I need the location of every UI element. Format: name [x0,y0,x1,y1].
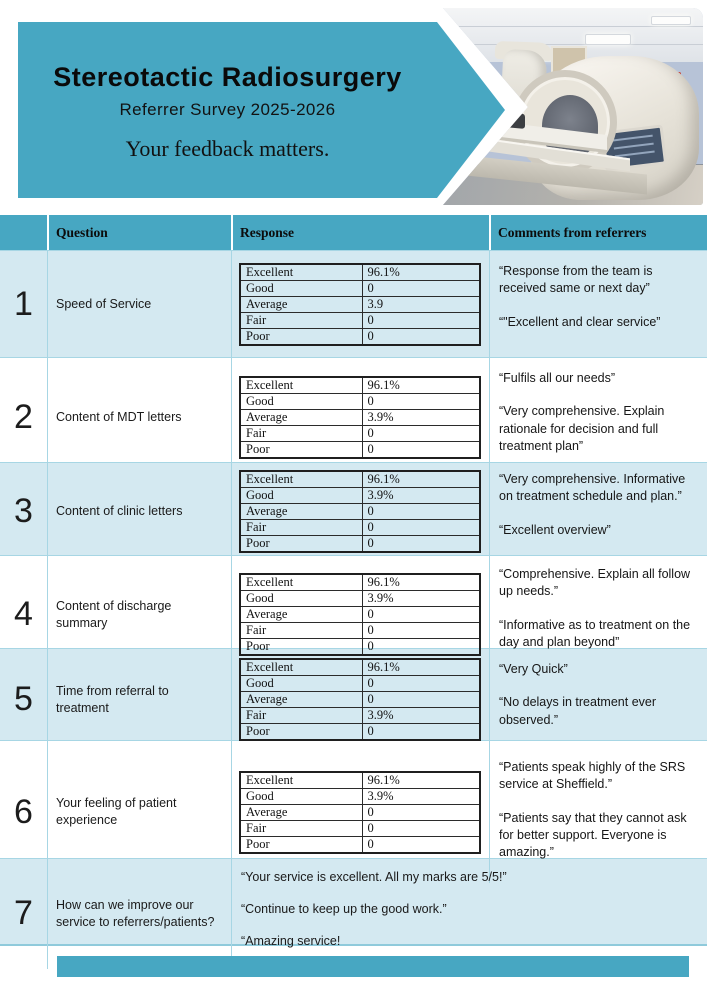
rating-label: Average [240,607,362,623]
comment-text: “Your service is excellent. All my marks are 5/5!” [241,870,507,884]
rating-label: Good [240,788,362,804]
rating-value: 96.1% [362,377,480,394]
rating-label: Fair [240,312,362,328]
rating-value: 3.9% [362,788,480,804]
header-question: Question [47,215,231,250]
rating-label: Average [240,410,362,426]
rating-label: Good [240,488,362,504]
header-response: Response [231,215,489,250]
rating-label: Poor [240,836,362,853]
rating-label: Good [240,591,362,607]
comment-text: “Informative as to treatment on the day and plan beyond” [499,617,691,649]
question-text: Speed of Service [47,251,231,357]
rating-value: 96.1% [362,659,480,676]
rating-row [240,280,480,296]
ceiling-light [651,16,691,25]
rating-value: 3.9% [362,591,480,607]
rating-value: 3.9% [362,488,480,504]
rating-label: Poor [240,536,362,553]
banner [18,22,437,198]
rating-label: Excellent [240,659,362,676]
rating-value: 0 [362,676,480,692]
question-number: 3 [14,492,33,531]
rating-row [240,442,480,459]
rating-row [240,676,480,692]
response-cell [231,463,489,561]
comments-cell [489,358,707,477]
comment-text: “Very comprehensive. Explain rationale for decision and full treatment plan” [499,404,665,453]
rating-row [240,692,480,708]
rating-value: 0 [362,639,480,656]
rating-value: 0 [362,394,480,410]
comments-cell [489,463,707,561]
comment-text: “Patients speak highly of the SRS service at Sheffield.” [499,760,686,792]
ratings-table [239,658,481,741]
survey-table [0,215,707,946]
rating-row [240,488,480,504]
response-cell [231,358,489,477]
rating-label: Good [240,394,362,410]
rating-value: 0 [362,504,480,520]
rating-label: Good [240,280,362,296]
rating-row [240,377,480,394]
ceiling-light [585,34,631,45]
rating-value: 96.1% [362,574,480,591]
rating-row [240,426,480,442]
rating-label: Excellent [240,574,362,591]
page-header [0,0,707,215]
page-tagline: Your feedback matters. [125,136,330,161]
rating-label: Poor [240,639,362,656]
rating-row [240,296,480,312]
rating-label: Poor [240,328,362,345]
rating-row [240,410,480,426]
question-number: 4 [14,595,33,633]
comment-text: “Comprehensive. Explain all follow up needs.” [499,567,691,599]
rating-row [240,788,480,804]
rating-row [240,591,480,607]
table-row [0,740,707,858]
table-row [0,555,707,653]
rating-value: 3.9% [362,410,480,426]
comment-text: “Excellent overview” [499,522,611,537]
rating-label: Average [240,296,362,312]
rating-row [240,820,480,836]
page-title: Stereotactic Radiosurgery [53,62,402,92]
question-number: 1 [14,284,33,323]
rating-label: Average [240,692,362,708]
table-row [0,648,707,740]
rating-label: Fair [240,623,362,639]
comments-cell [489,649,707,751]
rating-row [240,772,480,789]
rating-row [240,471,480,488]
question-text: Content of clinic letters [47,463,231,561]
rating-value: 0 [362,312,480,328]
rating-value: 0 [362,804,480,820]
comment-text: “Patients say that they cannot ask for better support. Everyone is amazing.” [499,810,687,859]
rating-value: 0 [362,280,480,296]
question-text: Your feeling of patient experience [47,741,231,883]
comment-text: “Continue to keep up the good work.” [241,901,447,916]
rating-label: Fair [240,820,362,836]
question-text: Content of MDT letters [47,358,231,477]
table-row [0,250,707,357]
question-number: 6 [14,792,33,831]
comments-cell [231,859,707,969]
ratings-table [239,470,481,553]
rating-label: Excellent [240,772,362,789]
rating-value: 0 [362,724,480,741]
header-number-col [0,215,47,250]
question-number: 7 [14,894,33,933]
rating-label: Poor [240,442,362,459]
rating-label: Average [240,804,362,820]
table-header-row [0,215,707,250]
table-row [0,462,707,555]
question-text: Time from referral to treatment [47,649,231,751]
rating-row [240,264,480,281]
rating-value: 0 [362,328,480,345]
rating-value: 0 [362,623,480,639]
rating-value: 0 [362,536,480,553]
ratings-table [239,263,481,346]
table-row [0,357,707,462]
rating-row [240,312,480,328]
rating-label: Excellent [240,264,362,281]
rating-row [240,607,480,623]
header-comments: Comments from referrers [489,215,707,250]
rating-label: Average [240,504,362,520]
comment-text: “"Excellent and clear service” [499,314,661,329]
rating-row [240,520,480,536]
response-cell [231,251,489,357]
ratings-table [239,573,481,656]
rating-row [240,724,480,741]
rating-label: Excellent [240,377,362,394]
rating-value: 0 [362,520,480,536]
question-text: Content of discharge summary [47,556,231,673]
rating-label: Good [240,676,362,692]
question-number: 5 [14,680,33,719]
rating-value: 0 [362,836,480,853]
rating-value: 3.9 [362,296,480,312]
rating-value: 96.1% [362,772,480,789]
rating-row [240,623,480,639]
rating-label: Fair [240,426,362,442]
rating-value: 0 [362,820,480,836]
rating-label: Excellent [240,471,362,488]
rating-row [240,504,480,520]
rating-row [240,804,480,820]
ratings-table [239,771,481,854]
rating-value: 96.1% [362,264,480,281]
comment-text: “Fulfils all our needs” [499,371,616,385]
rating-row [240,836,480,853]
rating-row [240,328,480,345]
comments-cell [489,251,707,357]
rating-label: Fair [240,708,362,724]
rating-label: Poor [240,724,362,741]
response-cell [231,649,489,751]
ratings-table [239,376,481,459]
rating-value: 0 [362,442,480,459]
rating-value: 0 [362,607,480,623]
rating-row [240,536,480,553]
page-subtitle: Referrer Survey 2025-2026 [119,100,336,119]
rating-row [240,659,480,676]
rating-value: 0 [362,692,480,708]
table-row [0,858,707,948]
comment-text: “No delays in treatment ever observed.” [499,695,657,727]
rating-value: 3.9% [362,708,480,724]
footer-accent-bar [57,956,689,977]
rating-label: Fair [240,520,362,536]
comment-text: “Very comprehensive. Informative on treatment schedule and plan.” [499,472,686,504]
rating-value: 0 [362,426,480,442]
question-text: How can we improve our service to referrers/patients? [47,859,231,969]
rating-row [240,708,480,724]
question-number: 2 [14,398,33,436]
rating-row [240,574,480,591]
rating-row [240,394,480,410]
rating-value: 96.1% [362,471,480,488]
comment-text: “Response from the team is received same or next day” [499,264,653,296]
comment-text: “Amazing service! [241,933,341,948]
comment-text: “Very Quick” [499,662,568,676]
